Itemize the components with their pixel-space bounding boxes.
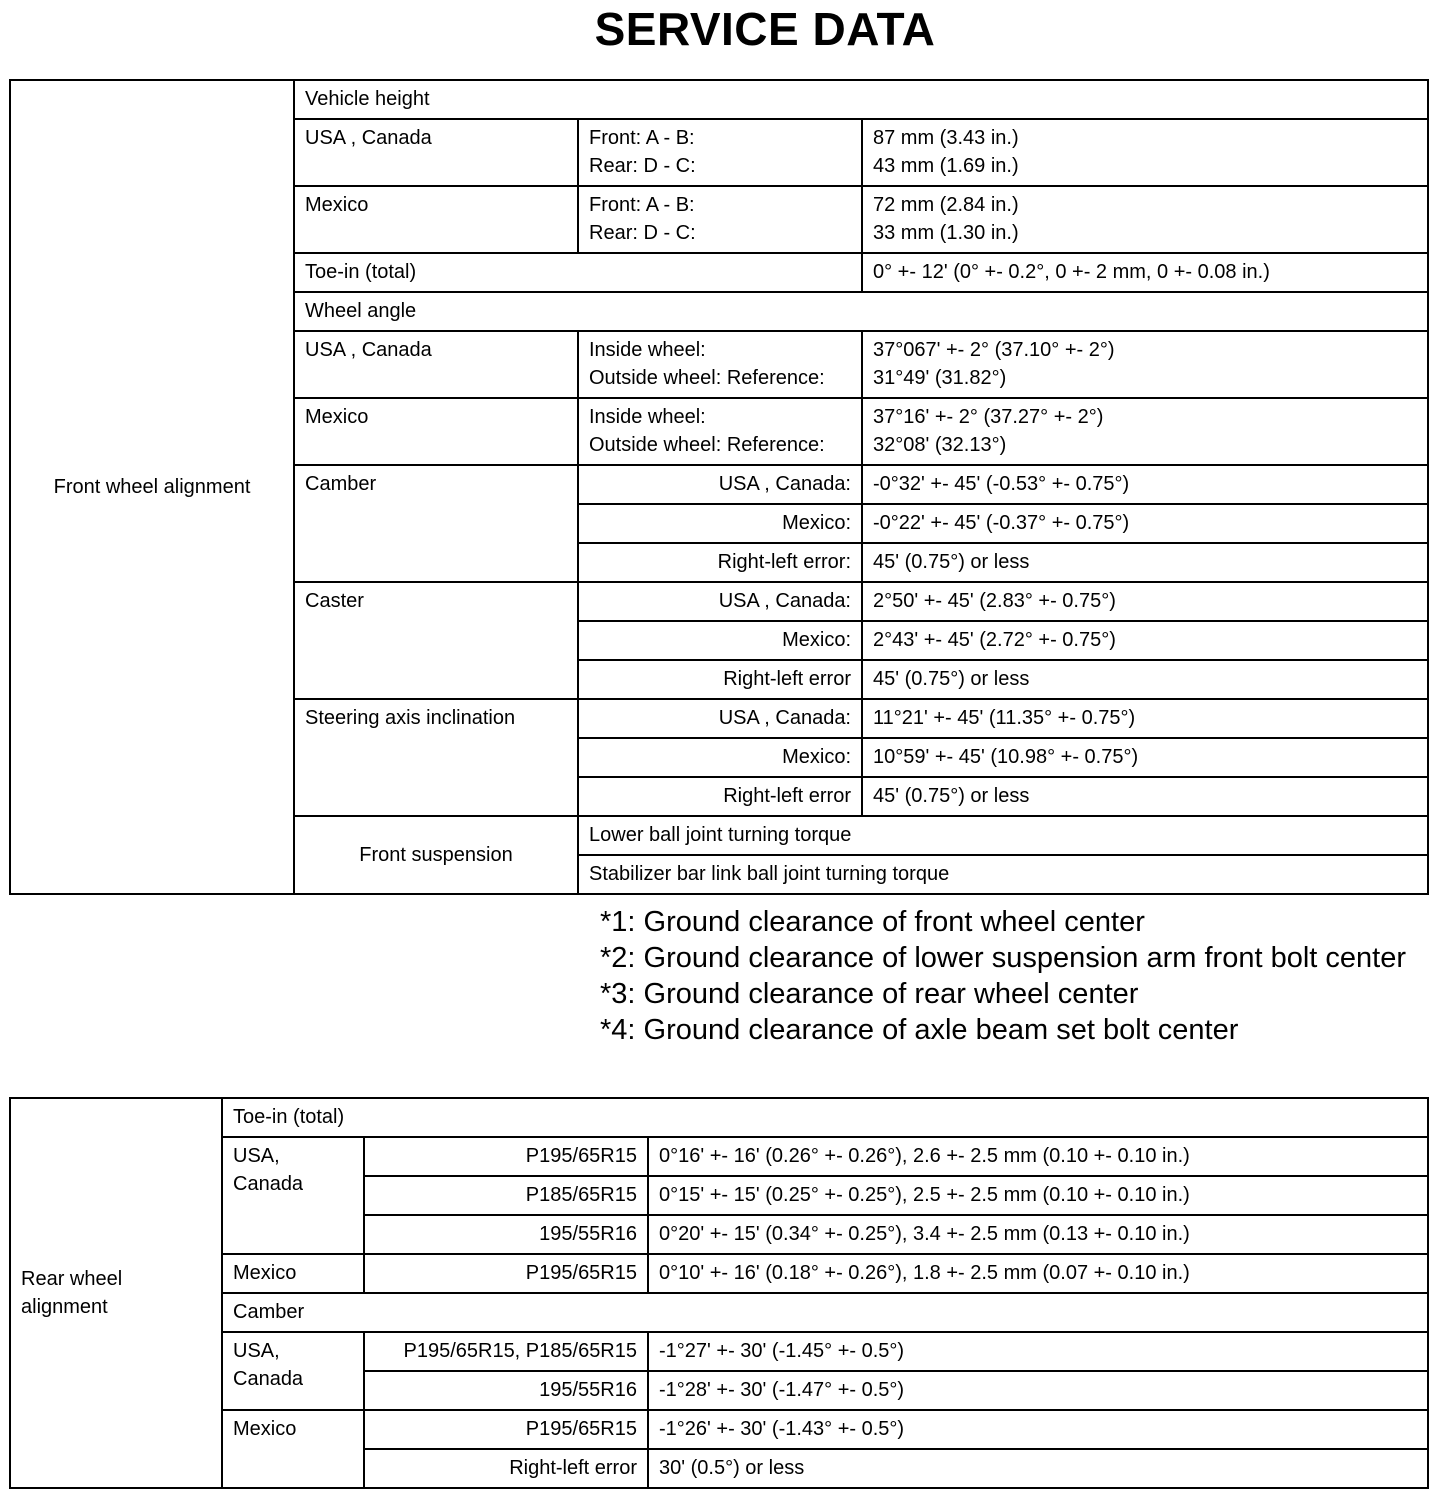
camber-value: -1°27' +- 30' (-1.45° +- 0.5°)	[648, 1332, 1428, 1371]
caster-label: Caster	[294, 582, 578, 699]
vh-usa-keys	[578, 119, 862, 186]
suspension-key: Stabilizer bar link ball joint turning torque	[578, 855, 1428, 894]
front-key: Front: A - B:	[589, 194, 695, 216]
rear-key: Rear: D - C:	[589, 222, 696, 244]
suspension-key: Lower ball joint turning torque	[578, 816, 1428, 855]
rear-toe-usa-label: USA, Canada	[222, 1137, 364, 1254]
camber-key: Mexico:	[578, 504, 862, 543]
caster-key: Mexico:	[578, 621, 862, 660]
wheel-angle-heading: Wheel angle	[294, 292, 1428, 331]
wa-usa-label: USA , Canada	[294, 331, 578, 398]
inside-key: Inside wheel:	[589, 406, 706, 428]
caster-value: 2°43' +- 45' (2.72° +- 0.75°)	[862, 621, 1428, 660]
rear-value: 33 mm (1.30 in.)	[873, 222, 1019, 244]
camber-value: -0°22' +- 45' (-0.37° +- 0.75°)	[862, 504, 1428, 543]
sai-value: 45' (0.75°) or less	[862, 777, 1428, 816]
sai-value: 10°59' +- 45' (10.98° +- 0.75°)	[862, 738, 1428, 777]
front-value: 87 mm (3.43 in.)	[873, 127, 1019, 149]
rear-value: 43 mm (1.69 in.)	[873, 155, 1019, 177]
tire-size: P195/65R15	[364, 1254, 648, 1293]
rear-toe-mexico-label: Mexico	[222, 1254, 364, 1293]
outside-key: Outside wheel: Reference:	[589, 434, 825, 456]
right-left-error-value: 30' (0.5°) or less	[648, 1449, 1428, 1488]
outside-value: 31°49' (31.82°)	[873, 367, 1007, 389]
steering-axis-inclination-label: Steering axis inclination	[294, 699, 578, 816]
wa-mexico-values	[862, 398, 1428, 465]
front-alignment-table	[9, 79, 1429, 895]
rear-alignment-table	[9, 1097, 1429, 1489]
camber-label: Camber	[294, 465, 578, 582]
toe-value: 0°16' +- 16' (0.26° +- 0.26°), 2.6 +- 2.5 mm (0.10 +- 0.10 in.)	[648, 1137, 1428, 1176]
rear-wheel-alignment-label: Rear wheel alignment	[10, 1098, 222, 1488]
inside-key: Inside wheel:	[589, 339, 706, 361]
outside-key: Outside wheel: Reference:	[589, 367, 825, 389]
outside-value: 32°08' (32.13°)	[873, 434, 1007, 456]
caster-value: 45' (0.75°) or less	[862, 660, 1428, 699]
footnote: *1: Ground clearance of front wheel center	[600, 906, 1145, 938]
sai-key: USA , Canada:	[578, 699, 862, 738]
inside-value: 37°067' +- 2° (37.10° +- 2°)	[873, 339, 1115, 361]
footnote: *4: Ground clearance of axle beam set bolt center	[600, 1014, 1239, 1046]
toe-value: 0°20' +- 15' (0.34° +- 0.25°), 3.4 +- 2.5 mm (0.13 +- 0.10 in.)	[648, 1215, 1428, 1254]
rear-toe-in-heading: Toe-in (total)	[222, 1098, 1428, 1137]
vh-mexico-label: Mexico	[294, 186, 578, 253]
tire-size: P185/65R15	[364, 1176, 648, 1215]
tire-size: 195/55R16	[364, 1371, 648, 1410]
sai-key: Right-left error	[578, 777, 862, 816]
camber-key: Right-left error:	[578, 543, 862, 582]
caster-key: Right-left error	[578, 660, 862, 699]
vh-usa-label: USA , Canada	[294, 119, 578, 186]
caster-key: USA , Canada:	[578, 582, 862, 621]
wa-mexico-label: Mexico	[294, 398, 578, 465]
front-value: 72 mm (2.84 in.)	[873, 194, 1019, 216]
vehicle-height-heading: Vehicle height	[294, 80, 1428, 119]
vh-mexico-keys	[578, 186, 862, 253]
camber-value: -1°28' +- 30' (-1.47° +- 0.5°)	[648, 1371, 1428, 1410]
toe-value: 0°15' +- 15' (0.25° +- 0.25°), 2.5 +- 2.5 mm (0.10 +- 0.10 in.)	[648, 1176, 1428, 1215]
camber-value: -0°32' +- 45' (-0.53° +- 0.75°)	[862, 465, 1428, 504]
page-title: SERVICE DATA	[594, 3, 936, 55]
sai-value: 11°21' +- 45' (11.35° +- 0.75°)	[862, 699, 1428, 738]
camber-value: -1°26' +- 30' (-1.43° +- 0.5°)	[648, 1410, 1428, 1449]
tire-size: P195/65R15	[364, 1410, 648, 1449]
wa-mexico-keys	[578, 398, 862, 465]
footnote: *2: Ground clearance of lower suspension arm front bolt center	[600, 942, 1406, 974]
sai-key: Mexico:	[578, 738, 862, 777]
vh-usa-values	[862, 119, 1428, 186]
rear-key: Rear: D - C:	[589, 155, 696, 177]
toe-value: 0°10' +- 16' (0.18° +- 0.26°), 1.8 +- 2.5 mm (0.07 +- 0.10 in.)	[648, 1254, 1428, 1293]
rear-camber-mexico-label: Mexico	[222, 1410, 364, 1488]
front-suspension-label: Front suspension	[294, 816, 578, 894]
right-left-error-key: Right-left error	[364, 1449, 648, 1488]
vh-mexico-values	[862, 186, 1428, 253]
tire-size: 195/55R16	[364, 1215, 648, 1254]
camber-key: USA , Canada:	[578, 465, 862, 504]
front-key: Front: A - B:	[589, 127, 695, 149]
rear-camber-heading: Camber	[222, 1293, 1428, 1332]
tire-size: P195/65R15	[364, 1137, 648, 1176]
wa-usa-keys	[578, 331, 862, 398]
toe-in-value: 0° +- 12' (0° +- 0.2°, 0 +- 2 mm, 0 +- 0.08 in.)	[862, 253, 1428, 292]
footnote: *3: Ground clearance of rear wheel center	[600, 978, 1139, 1010]
caster-value: 2°50' +- 45' (2.83° +- 0.75°)	[862, 582, 1428, 621]
camber-value: 45' (0.75°) or less	[862, 543, 1428, 582]
inside-value: 37°16' +- 2° (37.27° +- 2°)	[873, 406, 1104, 428]
toe-in-label: Toe-in (total)	[294, 253, 862, 292]
front-wheel-alignment-label: Front wheel alignment	[10, 80, 294, 894]
wa-usa-values	[862, 331, 1428, 398]
rear-camber-usa-label: USA, Canada	[222, 1332, 364, 1410]
footnotes	[600, 904, 1420, 1048]
tire-size: P195/65R15, P185/65R15	[364, 1332, 648, 1371]
